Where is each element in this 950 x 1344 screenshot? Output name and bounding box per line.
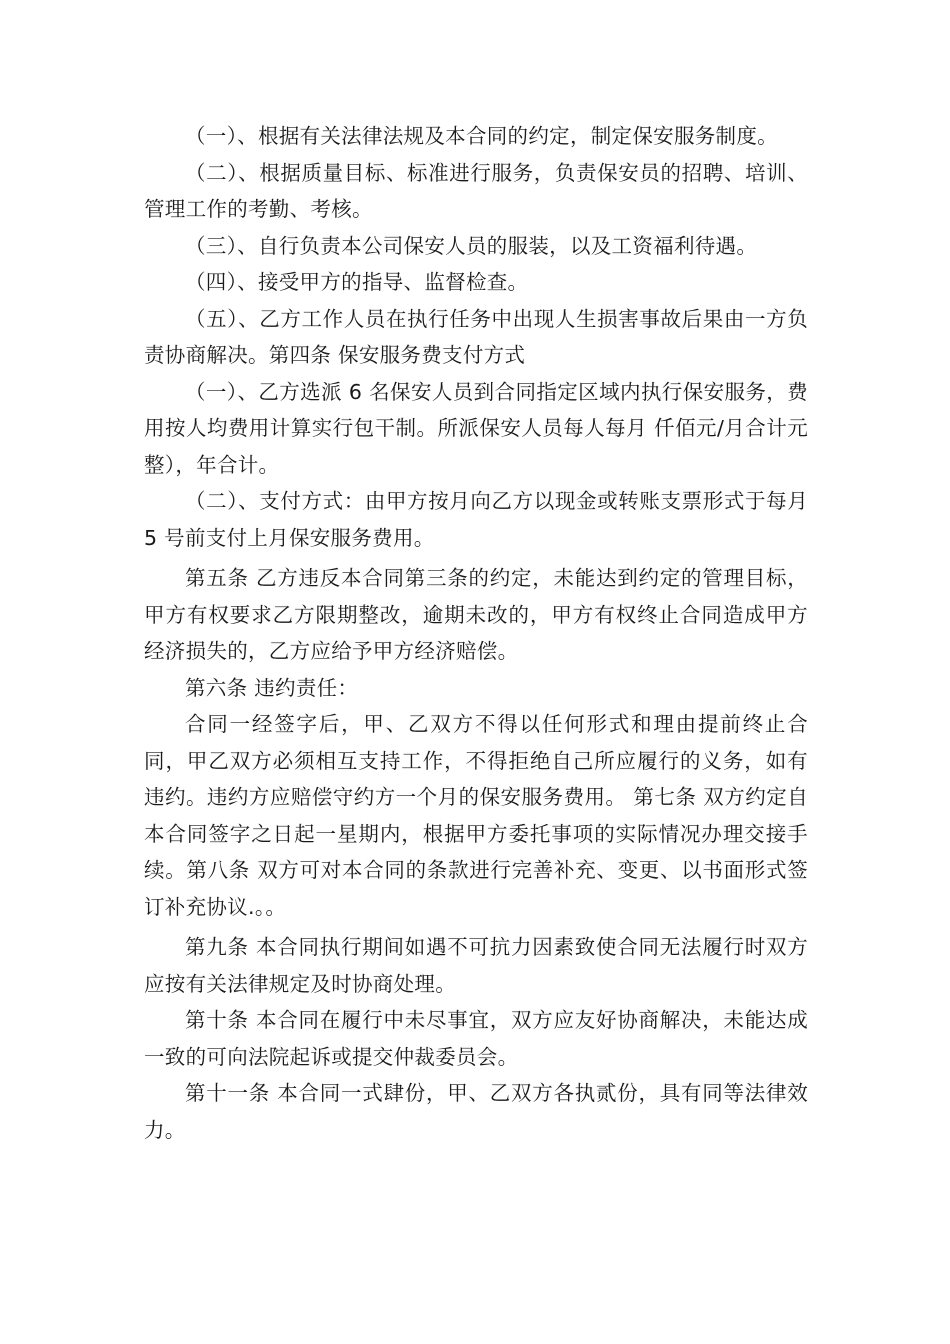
- paragraph-clause-4: （四）、接受甲方的指导、监督检查。: [185, 270, 529, 294]
- paragraph-article-11: 第十一条 本合同一式肆份，甲、乙双方各执贰份，具有同等法律效力。: [144, 1081, 808, 1142]
- paragraph-article-10: 第十条 本合同在履行中未尽事宜，双方应友好协商解决，未能达成一致的可向法院起诉或提交仲裁委员会。: [144, 1008, 808, 1069]
- paragraph-clause-2: （二）、根据质量目标、标准进行服务，负责保安员的招聘、培训、管理工作的考勤、考核。: [144, 160, 808, 221]
- paragraph-breach-liability: 合同一经签字后，甲、乙双方不得以任何形式和理由提前终止合同，甲乙双方必须相互支持工作，不得拒绝自己所应履行的义务，如有违约。违约方应赔偿守约方一个月的保安服务费用。 第七条 双方约定自本合同签字之日起一星期内，根据甲方委托事项的实际情况办理交接手续。第八条 双方可对本合同的条款进行完善补充、变更、以书面形式签订补充协议.。。: [144, 712, 808, 919]
- paragraph-clause-1: （一）、根据有关法律法规及本合同的约定，制定保安服务制度。: [185, 124, 778, 148]
- paragraph-article-9: 第九条 本合同执行期间如遇不可抗力因素致使合同无法履行时双方应按有关法律规定及时协商处理。: [144, 935, 808, 996]
- paragraph-article-5: 第五条 乙方违反本合同第三条的约定，未能达到约定的管理目标，甲方有权要求乙方限期整改，逾期未改的，甲方有权终止合同造成甲方经济损失的，乙方应给予甲方经济赔偿。: [144, 566, 808, 663]
- paragraph-article-6-heading: 第六条 违约责任：: [185, 675, 359, 700]
- paragraph-clause-5: （五）、乙方工作人员在执行任务中出现人生损害事故后果由一方负责协商解决。第四条 保安服务费支付方式: [144, 306, 808, 367]
- document-body: [144, 118, 808, 1148]
- paragraph-clause-3: （三）、自行负责本公司保安人员的服装，以及工资福利待遇。: [185, 233, 758, 258]
- paragraph-payment-1: （一）、乙方选派 6 名保安人员到合同指定区域内执行保安服务，费用按人均费用计算实行包干制。所派保安人员每人每月 仟佰元/月合计元整），年合计。: [144, 379, 808, 477]
- paragraph-payment-2: （二）、支付方式：由甲方按月向乙方以现金或转账支票形式于每月 5 号前支付上月保安服务费用。: [144, 489, 808, 550]
